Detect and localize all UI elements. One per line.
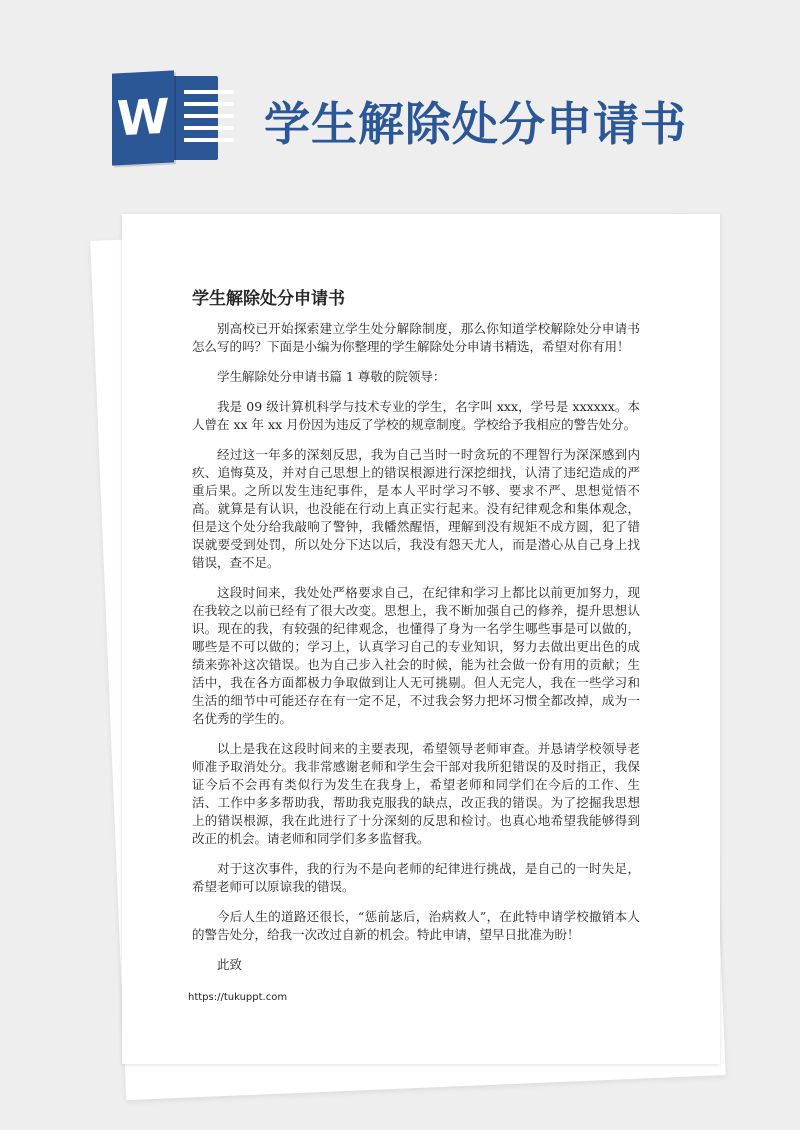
paragraph-reflection: 经过这一年多的深刻反思，我为自己当时一时贪玩的不理智行为深深感到内疚、追悔莫及，并对自己思想上的错误根源进行深挖细找，认清了违纪造成的严重后果。之所以发生违纪事件，是本人平时学习不够、要求不严、思想觉悟不高。就算是有认识，也没能在行动上真正实行起来。没有纪律观念和集体观念，但是这个处分给我敲响了警钟，我幡然醒悟，理解到没有规矩不成方圆，犯了错误就要受到处罚，所以处分下达以后，我没有怨天尤人，而是潜心从自己身上找错误，查不足。 bbox=[192, 447, 640, 570]
source-link[interactable]: https://tukuppt.com bbox=[188, 992, 288, 1003]
document-header bbox=[0, 0, 800, 190]
document-body bbox=[192, 320, 640, 986]
paragraph-apology: 对于这次事件，我的行为不是向老师的纪律进行挑战，是自己的一时失足，希望老师可以原谅我的错误。 bbox=[192, 861, 640, 894]
paragraph-request: 以上是我在这段时间来的主要表现，希望领导老师审查。并恳请学校领导老师准予取消处分。我非常感谢老师和学生会干部对我所犯错误的及时指正，我保证今后不会再有类似行为发生在我身上，希望老师和同学们在今后的工作、生活、工作中多多帮助我，帮助我克服我的缺点，改正我的错误。为了挖掘我思想上的错误根源，我在此进行了十分深刻的反思和检讨。也真心地希望我能够得到改正的机会。请老师和同学们多多监督我。 bbox=[192, 741, 640, 846]
paragraph-sign-off: 此致 bbox=[217, 957, 243, 972]
paragraph-intro: 别高校已开始探索建立学生处分解除制度，那么你知道学校解除处分申请书怎么写的吗？下面是小编为你整理的学生解除处分申请书精选，希望对你有用！ bbox=[192, 321, 640, 354]
word-icon-line bbox=[184, 90, 234, 94]
word-document-icon bbox=[112, 72, 222, 164]
word-icon-line bbox=[184, 114, 234, 118]
document-title: 学生解除处分申请书 bbox=[192, 289, 345, 309]
word-icon-letter: W bbox=[112, 70, 174, 165]
word-icon-line bbox=[184, 126, 234, 130]
paragraph-salutation: 学生解除处分申请书篇 1 尊敬的院领导： bbox=[217, 369, 446, 384]
word-icon-line bbox=[184, 102, 234, 106]
page-title: 学生解除处分申请书 bbox=[264, 97, 687, 151]
paragraph-identity: 我是 09 级计算机科学与技术专业的学生，名字叫 xxx，学号是 xxxxxx。本人曾在 xx 年 xx 月份因为违反了学校的规章制度。学校给予我相应的警告处分。 bbox=[192, 399, 640, 432]
word-icon-line bbox=[184, 138, 234, 142]
paragraph-closing: 今后人生的道路还很长，“惩前毖后，治病救人”，在此特申请学校撤销本人的警告处分，给我一次改过自新的机会。特此申请，望早日批准为盼！ bbox=[192, 909, 640, 942]
document-page bbox=[122, 214, 720, 1064]
paragraph-improvement: 这段时间来，我处处严格要求自己，在纪律和学习上都比以前更加努力，现在我较之以前已经有了很大改变。思想上，我不断加强自己的修养，提升思想认识。现在的我，有较强的纪律观念，也懂得了身为一名学生哪些事是可以做的，哪些是不可以做的；学习上，认真学习自己的专业知识，努力去做出更出色的成绩来弥补这次错误。也为自己步入社会的时候，能为社会做一份有用的贡献；生活中，我在各方面都极力争取做到让人无可挑剔。但人无完人，我在一些学习和生活的细节中可能还存在有一定不足，不过我会努力把坏习惯全都改掉，成为一名优秀的学生的。 bbox=[192, 585, 640, 726]
